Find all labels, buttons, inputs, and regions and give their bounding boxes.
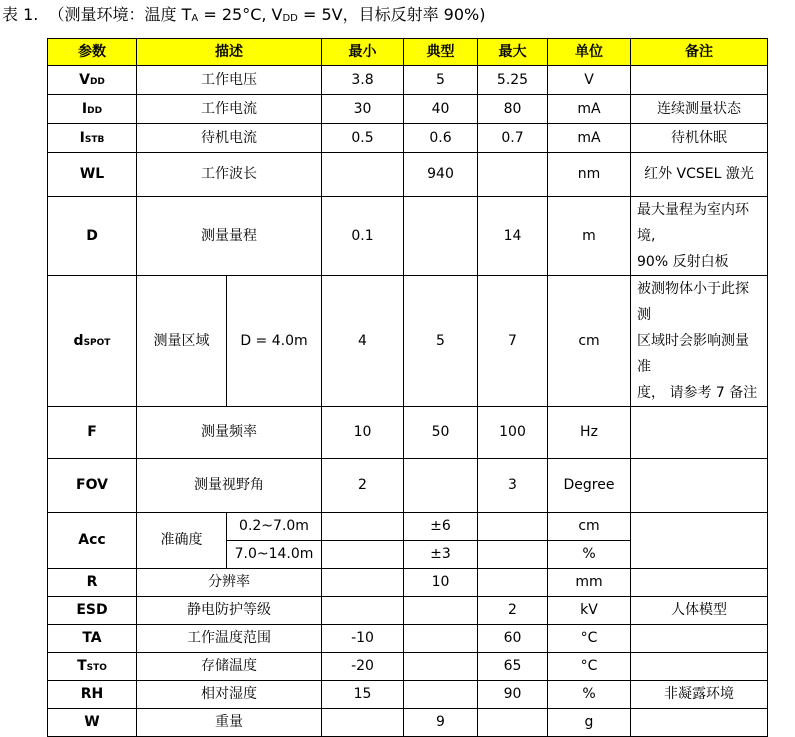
max-cell: 7 xyxy=(478,276,548,407)
desc-cell: 相对湿度 xyxy=(137,681,322,709)
table-caption xyxy=(2,2,486,25)
table-row xyxy=(48,459,768,513)
typ-cell: 0.6 xyxy=(404,124,478,153)
desc-cell: 待机电流 xyxy=(137,124,322,153)
table-row xyxy=(48,625,768,653)
note-cell: 人体模型 xyxy=(631,597,768,625)
param-cell: ESD xyxy=(48,597,137,625)
param-cell: IDD xyxy=(48,95,137,124)
unit-cell: g xyxy=(548,709,631,737)
unit-cell: m xyxy=(548,197,631,276)
header-typ: 典型 xyxy=(404,39,478,66)
desc-cell: 重量 xyxy=(137,709,322,737)
table-row xyxy=(48,681,768,709)
table-row xyxy=(48,709,768,737)
typ-cell: 940 xyxy=(404,153,478,197)
note-cell xyxy=(631,407,768,459)
header-param: 参数 xyxy=(48,39,137,66)
min-cell: 10 xyxy=(322,407,404,459)
note-cell xyxy=(631,653,768,681)
unit-cell: kV xyxy=(548,597,631,625)
min-cell xyxy=(322,569,404,597)
note-cell xyxy=(631,459,768,513)
param-cell: dSPOT xyxy=(48,276,137,407)
typ-cell xyxy=(404,459,478,513)
min-cell: 4 xyxy=(322,276,404,407)
max-cell: 5.25 xyxy=(478,66,548,95)
unit-cell: cm xyxy=(548,276,631,407)
typ-cell xyxy=(404,625,478,653)
note-cell xyxy=(631,66,768,95)
desc-cell: 测量区域 xyxy=(137,276,227,407)
table-row xyxy=(48,597,768,625)
header-row xyxy=(48,39,768,66)
caption-open: （测量环境：温度 T xyxy=(48,5,192,24)
typ-cell: 5 xyxy=(404,276,478,407)
param-cell: R xyxy=(48,569,137,597)
min-cell: 15 xyxy=(322,681,404,709)
unit-cell: °C xyxy=(548,653,631,681)
min-cell: 0.5 xyxy=(322,124,404,153)
max-cell: 0.7 xyxy=(478,124,548,153)
note-line: 最大量程为室内环境, xyxy=(637,202,749,244)
header-note: 备注 xyxy=(631,39,768,66)
unit-cell: mA xyxy=(548,95,631,124)
min-cell: -20 xyxy=(322,653,404,681)
unit-cell: mm xyxy=(548,569,631,597)
table-row xyxy=(48,95,768,124)
desc-cell: 工作电流 xyxy=(137,95,322,124)
typ-cell: 9 xyxy=(404,709,478,737)
max-cell: 90 xyxy=(478,681,548,709)
note-cell xyxy=(631,625,768,653)
table-row xyxy=(48,66,768,95)
condition-cell: D = 4.0m xyxy=(227,276,322,407)
param-cell: ISTB xyxy=(48,124,137,153)
desc-cell: 存储温度 xyxy=(137,653,322,681)
min-cell: 0.1 xyxy=(322,197,404,276)
param-cell: TA xyxy=(48,625,137,653)
desc-cell: 静电防护等级 xyxy=(137,597,322,625)
max-cell xyxy=(478,541,548,569)
unit-cell: mA xyxy=(548,124,631,153)
param-cell: W xyxy=(48,709,137,737)
min-cell xyxy=(322,541,404,569)
max-cell: 80 xyxy=(478,95,548,124)
typ-cell xyxy=(404,653,478,681)
desc-cell: 测量视野角 xyxy=(137,459,322,513)
typ-cell: 50 xyxy=(404,407,478,459)
unit-cell: Hz xyxy=(548,407,631,459)
desc-cell: 分辨率 xyxy=(137,569,322,597)
min-cell: 2 xyxy=(322,459,404,513)
typ-cell xyxy=(404,681,478,709)
max-cell xyxy=(478,153,548,197)
note-cell xyxy=(631,709,768,737)
typ-cell: ±3 xyxy=(404,541,478,569)
param-cell: WL xyxy=(48,153,137,197)
max-cell: 100 xyxy=(478,407,548,459)
desc-cell: 测量频率 xyxy=(137,407,322,459)
unit-cell: % xyxy=(548,681,631,709)
note-line: 度， 请参考 7 备注 xyxy=(637,385,758,401)
max-cell: 14 xyxy=(478,197,548,276)
note-cell: 红外 VCSEL 激光 xyxy=(631,153,768,197)
caption-prefix: 表 1. xyxy=(2,5,39,24)
note-cell: 连续测量状态 xyxy=(631,95,768,124)
note-line: 区域时会影响测量准 xyxy=(637,333,749,375)
param-cell: Acc xyxy=(48,513,137,569)
condition-cell: 7.0~14.0m xyxy=(227,541,322,569)
max-cell: 3 xyxy=(478,459,548,513)
max-cell xyxy=(478,569,548,597)
param-cell: D xyxy=(48,197,137,276)
typ-cell: 40 xyxy=(404,95,478,124)
header-desc: 描述 xyxy=(137,39,322,66)
unit-cell: V xyxy=(548,66,631,95)
caption-vdd-sub: DD xyxy=(282,13,298,24)
max-cell xyxy=(478,513,548,541)
param-cell: TSTO xyxy=(48,653,137,681)
max-cell: 2 xyxy=(478,597,548,625)
note-cell xyxy=(631,513,768,569)
min-cell: 30 xyxy=(322,95,404,124)
spec-table xyxy=(47,38,768,737)
note-cell xyxy=(631,276,768,407)
table-row xyxy=(48,653,768,681)
table-row xyxy=(48,569,768,597)
header-max: 最大 xyxy=(478,39,548,66)
table-row xyxy=(48,407,768,459)
condition-cell: 0.2~7.0m xyxy=(227,513,322,541)
note-line: 被测物体小于此探测 xyxy=(637,281,749,323)
min-cell xyxy=(322,597,404,625)
desc-cell: 准确度 xyxy=(137,513,227,569)
table-row xyxy=(48,513,768,541)
note-line: 90% 反射白板 xyxy=(637,254,729,270)
note-cell xyxy=(631,197,768,276)
desc-cell: 测量量程 xyxy=(137,197,322,276)
unit-cell: Degree xyxy=(548,459,631,513)
table-row xyxy=(48,124,768,153)
caption-end: = 5V，目标反射率 90%) xyxy=(297,5,486,24)
param-cell: VDD xyxy=(48,66,137,95)
note-cell: 待机休眠 xyxy=(631,124,768,153)
max-cell: 65 xyxy=(478,653,548,681)
min-cell: -10 xyxy=(322,625,404,653)
min-cell: 3.8 xyxy=(322,66,404,95)
desc-cell: 工作电压 xyxy=(137,66,322,95)
typ-cell xyxy=(404,597,478,625)
note-cell xyxy=(631,569,768,597)
table-row xyxy=(48,276,768,407)
param-cell: F xyxy=(48,407,137,459)
header-unit: 单位 xyxy=(548,39,631,66)
unit-cell: cm xyxy=(548,513,631,541)
typ-cell: 5 xyxy=(404,66,478,95)
min-cell xyxy=(322,709,404,737)
note-cell: 非凝露环境 xyxy=(631,681,768,709)
header-min: 最小 xyxy=(322,39,404,66)
unit-cell: nm xyxy=(548,153,631,197)
typ-cell xyxy=(404,197,478,276)
unit-cell: °C xyxy=(548,625,631,653)
typ-cell: ±6 xyxy=(404,513,478,541)
table-row xyxy=(48,197,768,276)
param-cell: FOV xyxy=(48,459,137,513)
table-row xyxy=(48,153,768,197)
typ-cell: 10 xyxy=(404,569,478,597)
param-cell: RH xyxy=(48,681,137,709)
min-cell xyxy=(322,153,404,197)
desc-cell: 工作波长 xyxy=(137,153,322,197)
max-cell: 60 xyxy=(478,625,548,653)
unit-cell: % xyxy=(548,541,631,569)
min-cell xyxy=(322,513,404,541)
caption-ta-sub: A xyxy=(191,13,199,24)
caption-mid: = 25°C, V xyxy=(198,5,283,24)
max-cell xyxy=(478,709,548,737)
desc-cell: 工作温度范围 xyxy=(137,625,322,653)
